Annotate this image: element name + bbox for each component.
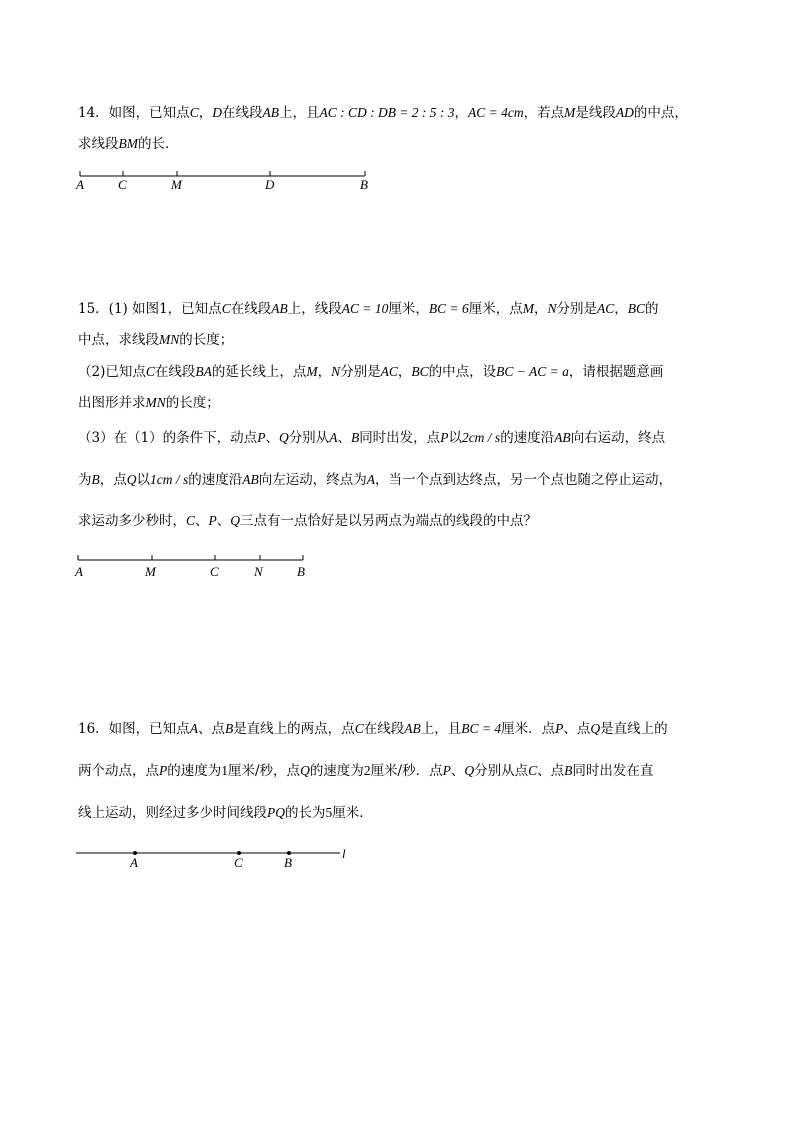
label-A: A (130, 855, 138, 870)
label-M: M (171, 177, 182, 192)
label-C: C (234, 855, 243, 870)
q16-line-2: 两个动点，点P的速度为1厘米/秒，点Q的速度为2厘米/秒．点P、Q分别从点C、点B同时出发在直 (78, 763, 654, 779)
q15-line-1: 15．(1) 如图1，已知点C在线段AB上，线段AC = 10厘米，BC = 6厘米，点M，N分别是AC，BC的 (78, 301, 659, 317)
q15-line-5: （3）在（1）的条件下，动点P、Q分别从A、B同时出发，点P以2cm / s的速度沿AB向右运动，终点 (78, 430, 666, 446)
q14-line-1: 14．如图，已知点C，D在线段AB上，且AC : CD : DB = 2 : 5 : 3，AC = 4cm，若点M是线段AD的中点， (78, 105, 688, 121)
label-A: A (75, 564, 83, 579)
label-l: l (342, 846, 346, 861)
q15-line-3: （2)已知点C在线段BA的延长线上，点M，N分别是AC，BC的中点，设BC − AC = a，请根据题意画 (78, 364, 664, 380)
q16-line-1: 16．如图，已知点A、点B是直线上的两点，点C在线段AB上，且BC = 4厘米．点P、点Q是直线上的 (78, 721, 668, 737)
label-D: D (265, 177, 275, 192)
q15-line-2: 中点，求线段MN的长度； (78, 332, 234, 348)
q16-line-3: 线上运动，则经过多少时间线段PQ的长为5厘米． (78, 805, 373, 821)
q15-line-4: 出图形并求MN的长度； (78, 395, 220, 411)
label-A: A (76, 177, 84, 192)
q15-line-7: 求运动多少秒时，C、P、Q三点有一点恰好是以另两点为端点的线段的中点？ (78, 513, 538, 529)
label-C: C (118, 177, 127, 192)
label-B: B (284, 855, 292, 870)
label-B: B (297, 564, 305, 579)
q14-line-2: 求线段BM的长． (78, 136, 179, 152)
q15-line-6: 为B，点Q以1cm / s的速度沿AB向左运动，终点为A，当一个点到达终点，另一个点也随之停止运动， (78, 472, 672, 488)
label-B: B (360, 177, 368, 192)
label-M: M (145, 564, 156, 579)
label-C: C (210, 564, 219, 579)
label-N: N (254, 564, 263, 579)
